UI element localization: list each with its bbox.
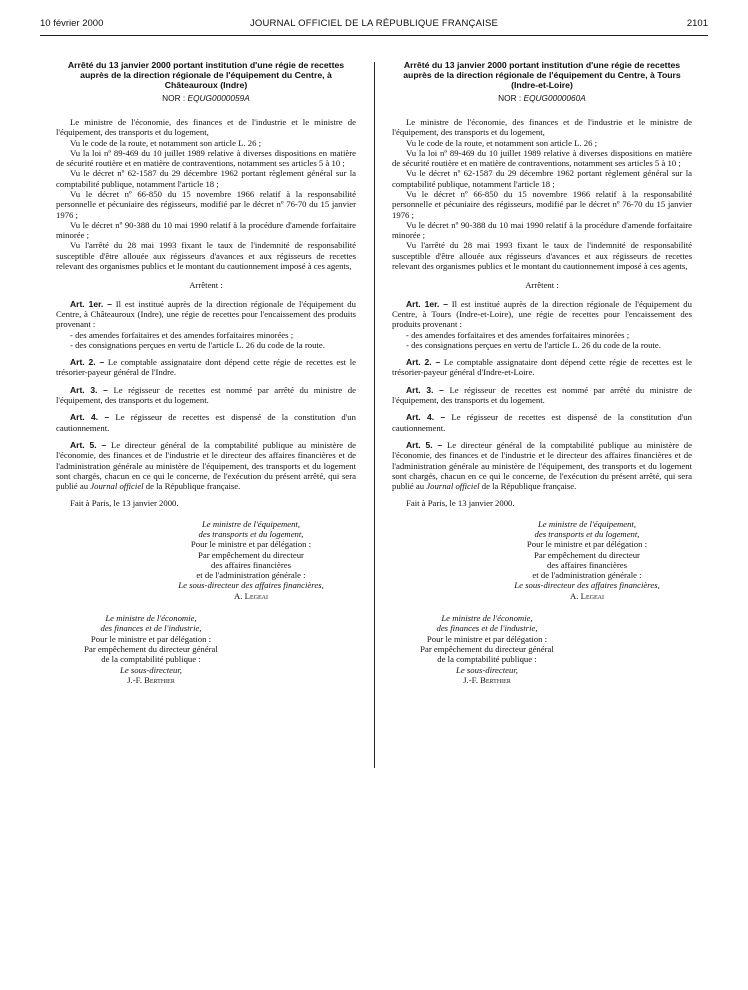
signature-line: Pour le ministre et par délégation : [190,539,312,550]
arretent-heading: Arrêtent : [189,280,223,291]
nor-label: NOR : [162,92,188,103]
header-journal-title: JOURNAL OFFICIEL DE LA RÉPUBLIQUE FRANÇAISE [249,18,499,29]
signatory-name: A. Legeai [234,590,268,601]
signature-line: Le ministre de l'économie, [441,613,533,624]
signature-line: de la comptabilité publique : [437,654,537,665]
signature-line: Le ministre de l'équipement, [201,518,301,529]
article-text: Le régisseur de recettes est dispensé de la constitution d'un cautionnement. [392,412,692,433]
preamble-line: Vu le code de la route, et notamment son article L. 26 ; [406,137,598,148]
signature-line: des transports et du logement, [534,529,640,539]
article-text: Le comptable assignataire dont dépend cette régie de recettes est le trésorier-payeur général d'Indre-et-Loire. [392,357,692,378]
signature-line: Le sous-directeur des affaires financières, [514,580,660,591]
signature-line: des affaires financières [211,559,291,570]
preamble-line: Vu la loi nº 89-469 du 10 juillet 1989 relative à diverses dispositions en matière de sécurité routière et en matière de contraventions, notamment ses articles 5 à 10 ; [392,147,692,169]
preamble-line: Vu le décret nº 66-850 du 15 novembre 1966 relatif à la responsabilité personnelle et pécuniaire des régisseurs, modifié par le décret nº 76-70 du 15 janvier 1976 ; [392,188,692,220]
signatory-name: J.-F. Berthier [127,674,175,685]
article-text: Il est institué auprès de la direction régionale de l'équipement du Centre, à Châteauroux (Indre), une régie de recettes pour l'encaissement des produits provenant : [56,298,356,330]
article-label: Art. 2. – [70,357,105,368]
article-label: Art. 1er. – [406,298,448,309]
decree-title: Arrêté du 13 janvier 2000 portant institution d'une régie de recettes auprès de la direction régionale de l'équipement du Centre, à Tours (Indre-et-Loire) [403,60,681,91]
list-item: - des consignations perçues en vertu de l'article L. 26 du code de la route. [406,339,661,350]
right-column [392,60,692,697]
signature-line: et de l'administration générale : [532,570,642,581]
preamble-line: Vu le code de la route, et notamment son article L. 26 ; [70,137,262,148]
article-label: Art. 5. – [406,439,443,450]
nor-reference [56,93,356,103]
signature-line: des transports et du logement, [198,529,304,539]
signature-block-equipement [146,519,356,601]
article-2 [392,357,692,378]
signature-line: Pour le ministre et par délégation : [526,539,648,550]
signature-line: des affaires financières [547,559,627,570]
header-rule [40,35,708,36]
signature-line: Le sous-directeur, [120,664,182,675]
signature-block-economie [56,613,246,685]
signature-line: Par empêchement du directeur [198,549,304,560]
preamble-line: Vu le décret nº 62-1587 du 29 décembre 1962 portant règlement général sur la comptabilité publique, notamment l'article 18 ; [56,168,356,189]
article-label: Art. 3. – [406,384,444,395]
signature-line: Par empêchement du directeur [534,549,640,560]
preamble-line: Vu la loi nº 89-469 du 10 juillet 1989 relative à diverses dispositions en matière de sécurité routière et en matière de contraventions, notamment ses articles 5 à 10 ; [56,147,356,169]
decree-title: Arrêté du 13 janvier 2000 portant institution d'une régie de recettes auprès de la direction régionale de l'équipement du Centre, à Châteauroux (Indre) [67,60,345,91]
preamble-line: Vu le décret nº 62-1587 du 29 décembre 1962 portant règlement général sur la comptabilité publique, notamment l'article 18 ; [392,168,692,189]
preamble-line: Vu le décret nº 66-850 du 15 novembre 1966 relatif à la responsabilité personnelle et pécuniaire des régisseurs, modifié par le décret nº 76-70 du 15 janvier 1976 ; [56,188,356,220]
article-label: Art. 5. – [70,439,107,450]
signatory-name: A. Legeai [570,590,604,601]
article-text: Le régisseur de recettes est nommé par arrêté du ministre de l'équipement, des transports et du logement. [56,384,356,406]
article-label: Art. 1er. – [70,298,112,309]
column-divider [374,62,375,768]
journal-officiel-ref: Journal officiel [90,481,144,492]
article-label: Art. 4. – [70,412,110,423]
preamble-line: Le ministre de l'économie, des finances et de l'industrie et le ministre de l'équipement, des transports et du logement, [392,116,692,138]
signature-line: Le ministre de l'économie, [105,613,197,624]
header-date: 10 février 2000 [40,18,104,29]
article-text: Le régisseur de recettes est nommé par arrêté du ministre de l'équipement, des transports et du logement. [392,384,692,406]
left-column [56,60,356,697]
article-label: Art. 4. – [406,412,446,423]
nor-label: NOR : [498,92,524,103]
list-item: - des consignations perçues en vertu de l'article L. 26 du code de la route. [70,339,325,350]
nor-reference [392,93,692,103]
fait-a-paris: Fait à Paris, le 13 janvier 2000. [70,498,179,509]
article-4 [56,412,356,433]
article-3 [392,385,692,406]
signature-line: et de l'administration générale : [196,570,306,581]
page-header [40,18,708,34]
signature-line: Le sous-directeur, [456,664,518,675]
article-1 [56,299,356,330]
list-item: - des amendes forfaitaires et des amendes forfaitaires minorées ; [70,329,294,340]
article-text: de la République française. [143,481,241,492]
signature-line: des finances et de l'industrie, [100,623,202,634]
signature-block-equipement [482,519,692,601]
signature-line: Pour le ministre et par délégation : [426,633,548,644]
article-2 [56,357,356,378]
preamble-line: Vu l'arrêté du 28 mai 1993 fixant le taux de l'indemnité de responsabilité susceptible d'être allouée aux régisseurs d'avances et aux régisseurs de recettes relevant des organismes publics et le montant du cautionnement imposé à ces agents, [56,240,356,272]
signature-line: de la comptabilité publique : [101,654,201,665]
signature-line: Pour le ministre et par délégation : [90,633,212,644]
article-text: Il est institué auprès de la direction régionale de l'équipement du Centre, à Tours (Indre-et-Loire), une régie de recettes pour l'encaissement des produits provenant : [392,298,692,330]
article-text: Le directeur général de la comptabilité publique au ministère de l'économie, des finances et de l'industrie et le directeur des affaires financières et de l'administration générale au ministère de l'équipement, des transports et du logement sont chargés, chacun en ce qui le concerne, de l'exécution du présent arrêté, qui sera publié au [392,439,692,492]
article-5 [56,440,356,491]
article-1 [392,299,692,330]
preamble-line: Le ministre de l'économie, des finances et de l'industrie et le ministre de l'équipement, des transports et du logement, [56,116,356,138]
article-text: Le régisseur de recettes est dispensé de la constitution d'un cautionnement. [56,412,356,433]
preamble-line: Vu le décret nº 90-388 du 10 mai 1990 relatif à la procédure d'amende forfaitaire minorée ; [56,219,356,241]
article-3 [56,385,356,406]
signature-line: Le ministre de l'équipement, [537,518,637,529]
signatory-name: J.-F. Berthier [463,674,511,685]
signature-line: Par empêchement du directeur général [84,643,218,654]
preamble-line: Vu le décret nº 90-388 du 10 mai 1990 relatif à la procédure d'amende forfaitaire minorée ; [392,219,692,241]
article-text: Le comptable assignataire dont dépend cette régie de recettes est le trésorier-payeur général de l'Indre. [56,357,356,378]
arretent-heading: Arrêtent : [525,280,559,291]
header-page-number: 2101 [686,18,708,29]
article-label: Art. 3. – [70,384,108,395]
article-text: Le directeur général de la comptabilité publique au ministère de l'économie, des finances et de l'industrie et le directeur des affaires financières et de l'administration générale au ministère de l'équipement, des transports et du logement sont chargés, chacun en ce qui le concerne, de l'exécution du présent arrêté, qui sera publié au [56,439,356,492]
article-text: de la République française. [479,481,577,492]
list-item: - des amendes forfaitaires et des amendes forfaitaires minorées ; [406,329,630,340]
nor-code: EQUG0000060A [523,92,586,103]
signature-line: des finances et de l'industrie, [436,623,538,634]
fait-a-paris: Fait à Paris, le 13 janvier 2000. [406,498,515,509]
signature-line: Le sous-directeur des affaires financières, [178,580,324,591]
article-4 [392,412,692,433]
signature-block-economie [392,613,582,685]
preamble-line: Vu l'arrêté du 28 mai 1993 fixant le taux de l'indemnité de responsabilité susceptible d'être allouée aux régisseurs d'avances et aux régisseurs de recettes relevant des organismes publics et le montant du cautionnement imposé à ces agents, [392,240,692,272]
nor-code: EQUG0000059A [187,92,250,103]
journal-officiel-ref: Journal officiel [426,481,480,492]
signature-line: Par empêchement du directeur général [420,643,554,654]
article-label: Art. 2. – [406,357,441,368]
article-5 [392,440,692,491]
